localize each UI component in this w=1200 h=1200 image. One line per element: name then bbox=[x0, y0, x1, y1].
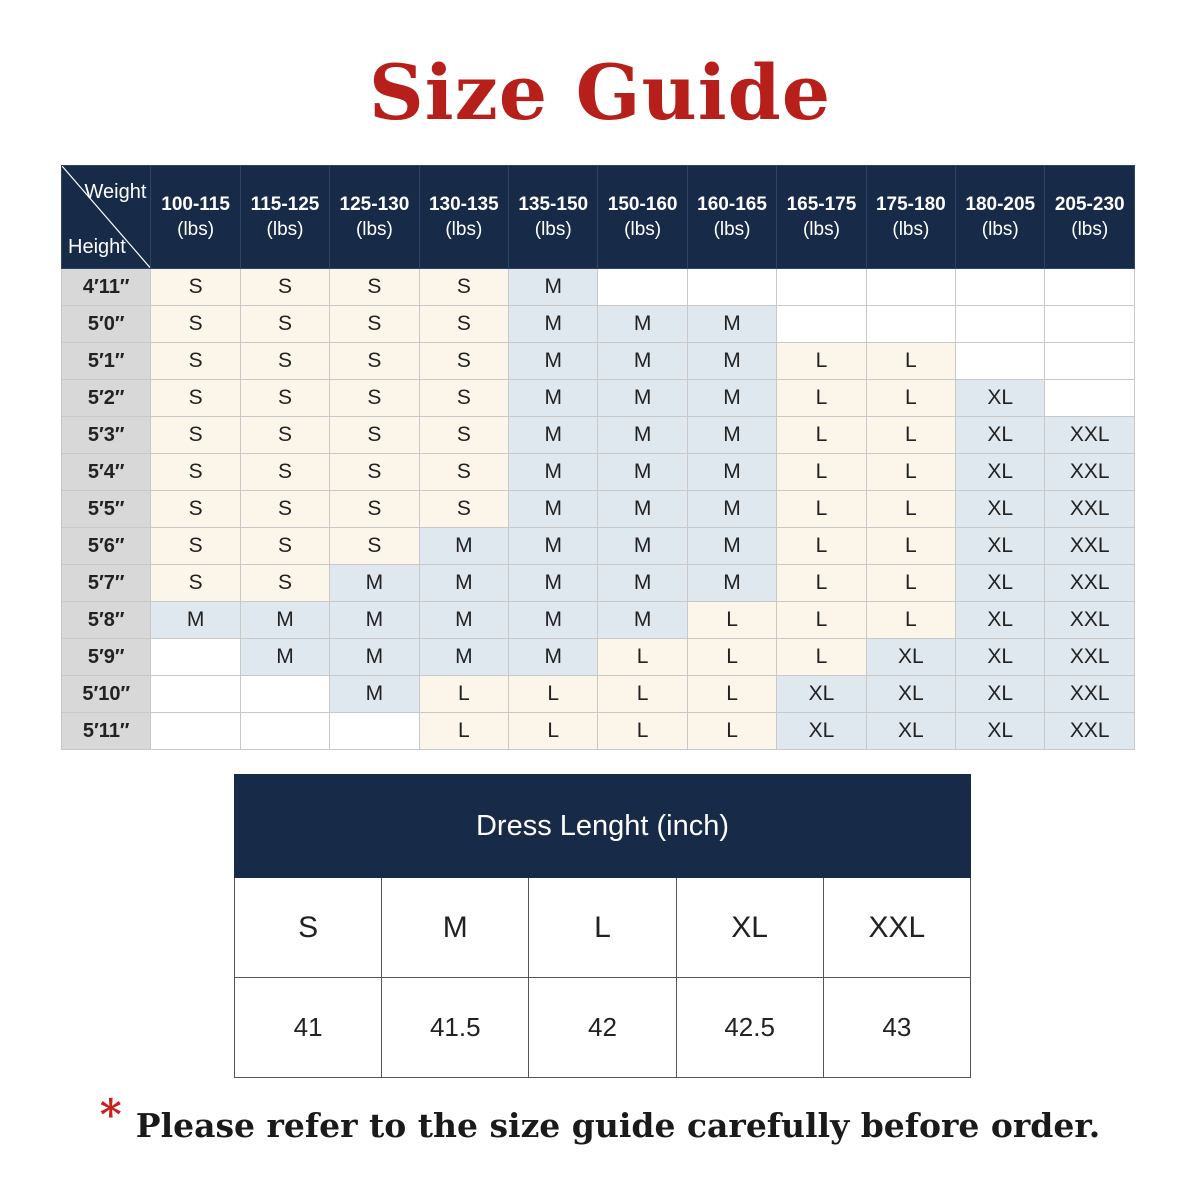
size-cell: M bbox=[330, 602, 419, 639]
size-cell: M bbox=[598, 602, 687, 639]
table-row bbox=[62, 306, 1135, 343]
size-cell: M bbox=[509, 491, 598, 528]
weight-unit: (lbs) bbox=[445, 219, 483, 240]
height-label: 5′10″ bbox=[62, 676, 151, 713]
size-cell: L bbox=[866, 343, 955, 380]
size-cell: S bbox=[151, 528, 240, 565]
size-cell: M bbox=[419, 565, 508, 602]
size-cell: M bbox=[509, 454, 598, 491]
size-cell: M bbox=[598, 454, 687, 491]
size-cell: S bbox=[240, 269, 329, 306]
size-cell: L bbox=[687, 676, 776, 713]
table-row bbox=[62, 676, 1135, 713]
weight-column-header bbox=[956, 166, 1045, 269]
size-cell: S bbox=[240, 454, 329, 491]
size-cell bbox=[240, 676, 329, 713]
size-cell bbox=[1045, 380, 1135, 417]
size-cell: XL bbox=[956, 639, 1045, 676]
table-row bbox=[62, 528, 1135, 565]
size-cell: S bbox=[330, 343, 419, 380]
size-cell: S bbox=[419, 306, 508, 343]
size-cell: M bbox=[509, 269, 598, 306]
table-row bbox=[62, 454, 1135, 491]
weight-range: 100-115 bbox=[161, 194, 230, 215]
size-cell: M bbox=[509, 343, 598, 380]
size-cell: M bbox=[509, 639, 598, 676]
dress-length-cell: 42.5 bbox=[676, 978, 823, 1078]
size-cell: M bbox=[330, 639, 419, 676]
weight-range: 125-130 bbox=[339, 194, 410, 215]
size-cell: S bbox=[240, 306, 329, 343]
size-cell bbox=[598, 269, 687, 306]
size-cell: L bbox=[509, 676, 598, 713]
table-row bbox=[62, 602, 1135, 639]
size-cell: L bbox=[777, 528, 866, 565]
size-cell: S bbox=[330, 528, 419, 565]
size-cell: XXL bbox=[1045, 491, 1135, 528]
size-cell: M bbox=[598, 528, 687, 565]
dress-size-row bbox=[235, 878, 971, 978]
weight-unit: (lbs) bbox=[713, 219, 751, 240]
size-cell: XXL bbox=[1045, 676, 1135, 713]
size-cell bbox=[777, 306, 866, 343]
weight-unit: (lbs) bbox=[802, 219, 840, 240]
weight-unit: (lbs) bbox=[892, 219, 930, 240]
height-label: 5′1″ bbox=[62, 343, 151, 380]
dress-length-header: Dress Lenght (inch) bbox=[235, 775, 971, 878]
size-cell: L bbox=[687, 639, 776, 676]
size-note bbox=[0, 1090, 1200, 1147]
size-cell: L bbox=[777, 491, 866, 528]
size-cell: S bbox=[240, 343, 329, 380]
size-cell: XXL bbox=[1045, 528, 1135, 565]
size-cell: L bbox=[866, 528, 955, 565]
dress-size-cell: XL bbox=[676, 878, 823, 978]
height-label: 5′5″ bbox=[62, 491, 151, 528]
size-cell: M bbox=[687, 417, 776, 454]
size-cell bbox=[151, 676, 240, 713]
size-cell: XXL bbox=[1045, 417, 1135, 454]
height-label: 5′6″ bbox=[62, 528, 151, 565]
size-cell: S bbox=[419, 454, 508, 491]
size-cell: L bbox=[777, 343, 866, 380]
size-cell: L bbox=[687, 602, 776, 639]
weight-column-header bbox=[330, 166, 419, 269]
size-cell: XL bbox=[866, 713, 955, 750]
size-cell: XL bbox=[777, 676, 866, 713]
size-cell: M bbox=[419, 639, 508, 676]
weight-range: 115-125 bbox=[250, 194, 320, 215]
dress-size-cell: XXL bbox=[823, 878, 970, 978]
weight-column-header bbox=[509, 166, 598, 269]
dress-size-cell: L bbox=[529, 878, 676, 978]
size-cell: S bbox=[240, 565, 329, 602]
page-title: Size Guide bbox=[368, 48, 832, 137]
size-cell: L bbox=[866, 454, 955, 491]
size-cell: M bbox=[419, 528, 508, 565]
size-cell: S bbox=[151, 417, 240, 454]
size-cell: M bbox=[687, 306, 776, 343]
size-cell: M bbox=[598, 343, 687, 380]
weight-unit: (lbs) bbox=[981, 219, 1019, 240]
size-cell: L bbox=[509, 713, 598, 750]
size-cell: XXL bbox=[1045, 639, 1135, 676]
size-cell: S bbox=[240, 528, 329, 565]
note-text: Please refer to the size guide carefully before order. bbox=[135, 1106, 1101, 1145]
weight-column-header bbox=[419, 166, 508, 269]
weight-column-header bbox=[1045, 166, 1135, 269]
size-cell: S bbox=[151, 491, 240, 528]
height-label: 5′7″ bbox=[62, 565, 151, 602]
dress-size-cell: S bbox=[235, 878, 382, 978]
size-cell: M bbox=[687, 380, 776, 417]
size-cell: M bbox=[687, 491, 776, 528]
size-cell bbox=[1045, 343, 1135, 380]
weight-unit: (lbs) bbox=[1071, 219, 1109, 240]
table-row bbox=[62, 269, 1135, 306]
size-cell bbox=[956, 306, 1045, 343]
size-cell: L bbox=[687, 713, 776, 750]
size-cell: S bbox=[330, 491, 419, 528]
size-cell: S bbox=[330, 417, 419, 454]
size-cell: L bbox=[866, 380, 955, 417]
size-cell: L bbox=[777, 602, 866, 639]
weight-range: 130-135 bbox=[428, 194, 499, 215]
size-cell: S bbox=[419, 417, 508, 454]
height-label: 5′2″ bbox=[62, 380, 151, 417]
size-cell: L bbox=[866, 491, 955, 528]
size-cell: M bbox=[598, 565, 687, 602]
dress-length-table bbox=[234, 774, 971, 1078]
size-chart bbox=[61, 165, 1135, 750]
weight-axis-label: Weight bbox=[84, 181, 147, 203]
dress-length-cell: 41.5 bbox=[382, 978, 529, 1078]
size-cell: M bbox=[509, 565, 598, 602]
size-cell: S bbox=[330, 454, 419, 491]
size-cell: M bbox=[509, 306, 598, 343]
size-cell: L bbox=[777, 454, 866, 491]
weight-range: 180-205 bbox=[965, 194, 1036, 215]
size-cell: M bbox=[598, 491, 687, 528]
asterisk-icon: * bbox=[99, 1090, 122, 1139]
size-cell: XL bbox=[956, 417, 1045, 454]
size-cell: M bbox=[151, 602, 240, 639]
size-cell: M bbox=[509, 417, 598, 454]
size-cell: M bbox=[509, 602, 598, 639]
size-cell: M bbox=[687, 528, 776, 565]
height-label: 5′4″ bbox=[62, 454, 151, 491]
weight-unit: (lbs) bbox=[624, 219, 662, 240]
size-cell: XL bbox=[956, 713, 1045, 750]
size-cell: S bbox=[151, 343, 240, 380]
size-cell: XL bbox=[777, 713, 866, 750]
size-cell: L bbox=[419, 713, 508, 750]
size-cell: M bbox=[509, 528, 598, 565]
size-cell: S bbox=[330, 380, 419, 417]
size-cell: M bbox=[330, 565, 419, 602]
size-cell: L bbox=[419, 676, 508, 713]
size-cell: M bbox=[687, 565, 776, 602]
size-cell bbox=[1045, 306, 1135, 343]
size-cell: XL bbox=[866, 639, 955, 676]
size-cell: XL bbox=[956, 676, 1045, 713]
size-cell: M bbox=[687, 454, 776, 491]
table-row bbox=[62, 639, 1135, 676]
dress-size-cell: M bbox=[382, 878, 529, 978]
size-cell: M bbox=[240, 639, 329, 676]
size-cell: L bbox=[866, 417, 955, 454]
height-label: 5′8″ bbox=[62, 602, 151, 639]
size-cell: L bbox=[777, 565, 866, 602]
table-row bbox=[62, 491, 1135, 528]
size-cell: S bbox=[419, 343, 508, 380]
table-row bbox=[62, 417, 1135, 454]
table-row bbox=[62, 380, 1135, 417]
dress-length-cell: 43 bbox=[823, 978, 970, 1078]
size-cell bbox=[687, 269, 776, 306]
height-label: 4′11″ bbox=[62, 269, 151, 306]
size-cell: S bbox=[419, 380, 508, 417]
weight-column-header bbox=[777, 166, 866, 269]
size-cell: S bbox=[151, 306, 240, 343]
size-cell bbox=[240, 713, 329, 750]
size-cell: XXL bbox=[1045, 713, 1135, 750]
size-cell: XL bbox=[956, 565, 1045, 602]
size-cell bbox=[956, 343, 1045, 380]
size-cell: L bbox=[777, 380, 866, 417]
size-cell bbox=[151, 713, 240, 750]
size-cell: L bbox=[777, 417, 866, 454]
weight-unit: (lbs) bbox=[534, 219, 572, 240]
size-cell: XXL bbox=[1045, 565, 1135, 602]
size-cell: M bbox=[330, 676, 419, 713]
size-cell: L bbox=[598, 676, 687, 713]
size-cell: L bbox=[598, 713, 687, 750]
weight-unit: (lbs) bbox=[266, 219, 304, 240]
size-cell: M bbox=[687, 343, 776, 380]
size-cell: M bbox=[509, 380, 598, 417]
table-row bbox=[62, 565, 1135, 602]
size-cell: S bbox=[330, 269, 419, 306]
size-cell: XXL bbox=[1045, 454, 1135, 491]
size-cell: XL bbox=[956, 380, 1045, 417]
size-cell: M bbox=[598, 417, 687, 454]
table-row bbox=[62, 343, 1135, 380]
size-cell bbox=[1045, 269, 1135, 306]
dress-length-cell: 42 bbox=[529, 978, 676, 1078]
weight-column-header bbox=[240, 166, 329, 269]
size-cell: S bbox=[240, 417, 329, 454]
size-cell bbox=[866, 269, 955, 306]
dress-length-row bbox=[235, 978, 971, 1078]
weight-column-header bbox=[866, 166, 955, 269]
size-cell: S bbox=[151, 565, 240, 602]
dress-length-cell: 41 bbox=[235, 978, 382, 1078]
size-cell bbox=[151, 639, 240, 676]
size-cell: XL bbox=[956, 454, 1045, 491]
size-cell bbox=[330, 713, 419, 750]
size-cell: S bbox=[151, 380, 240, 417]
size-cell: XL bbox=[956, 491, 1045, 528]
size-cell: M bbox=[598, 306, 687, 343]
size-cell: XL bbox=[866, 676, 955, 713]
weight-column-header bbox=[687, 166, 776, 269]
size-cell: XL bbox=[956, 528, 1045, 565]
weight-unit: (lbs) bbox=[177, 219, 215, 240]
size-cell: L bbox=[777, 639, 866, 676]
size-cell: XXL bbox=[1045, 602, 1135, 639]
size-cell: L bbox=[866, 565, 955, 602]
size-cell: L bbox=[598, 639, 687, 676]
height-label: 5′0″ bbox=[62, 306, 151, 343]
size-cell: S bbox=[419, 269, 508, 306]
chart-corner-cell bbox=[62, 166, 151, 269]
size-cell: XL bbox=[956, 602, 1045, 639]
size-cell: S bbox=[240, 491, 329, 528]
size-cell: S bbox=[151, 454, 240, 491]
height-axis-label: Height bbox=[68, 236, 126, 258]
table-row bbox=[62, 713, 1135, 750]
weight-range: 150-160 bbox=[607, 194, 678, 215]
size-cell bbox=[956, 269, 1045, 306]
size-cell: S bbox=[419, 491, 508, 528]
size-cell bbox=[777, 269, 866, 306]
chart-header-row bbox=[62, 166, 1135, 269]
size-cell: S bbox=[151, 269, 240, 306]
size-cell: L bbox=[866, 602, 955, 639]
size-cell: M bbox=[240, 602, 329, 639]
height-label: 5′11″ bbox=[62, 713, 151, 750]
height-label: 5′9″ bbox=[62, 639, 151, 676]
size-cell bbox=[866, 306, 955, 343]
weight-range: 175-180 bbox=[875, 194, 946, 215]
weight-column-header bbox=[598, 166, 687, 269]
weight-unit: (lbs) bbox=[355, 219, 393, 240]
size-cell: M bbox=[419, 602, 508, 639]
weight-range: 165-175 bbox=[786, 194, 857, 215]
weight-range: 205-230 bbox=[1054, 194, 1125, 215]
size-cell: S bbox=[240, 380, 329, 417]
size-cell: S bbox=[330, 306, 419, 343]
weight-range: 160-165 bbox=[697, 194, 767, 215]
height-label: 5′3″ bbox=[62, 417, 151, 454]
weight-column-header bbox=[151, 166, 240, 269]
weight-range: 135-150 bbox=[518, 194, 589, 215]
size-cell: M bbox=[598, 380, 687, 417]
